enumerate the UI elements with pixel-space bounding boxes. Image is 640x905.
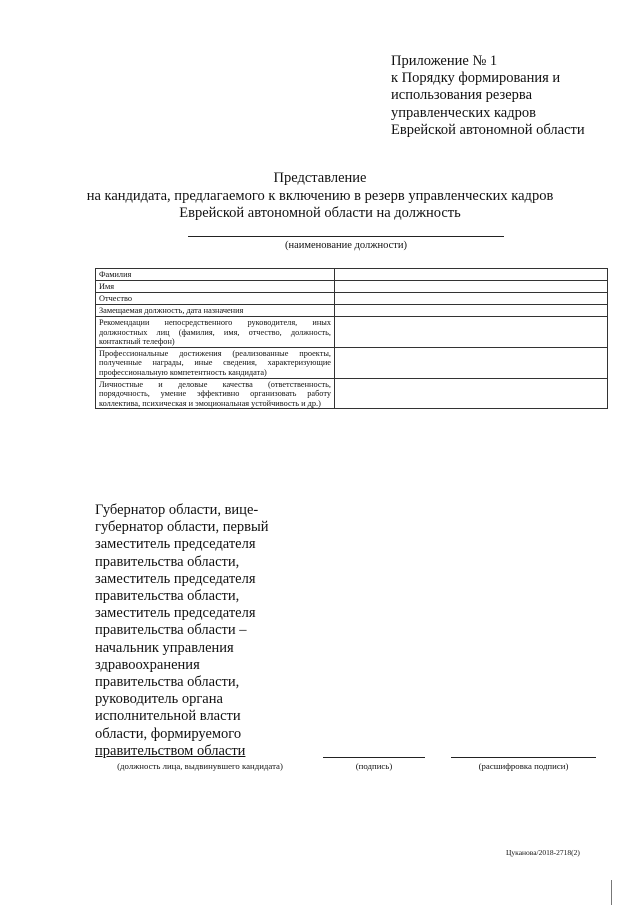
signer-position-block <box>95 502 295 760</box>
signer-line: губернатор области, первый <box>95 519 269 536</box>
row-value <box>335 378 608 409</box>
row-label: Рекомендации непосредственного руководителя, иных должностных лиц (фамилия, имя, отчество, должность, контактный телефон) <box>96 317 335 348</box>
appendix-line: использования резерва <box>391 87 533 104</box>
candidate-info-table <box>95 268 608 409</box>
signer-line: правительства области, <box>95 674 240 691</box>
row-value <box>335 293 608 305</box>
signer-line: правительства области, <box>95 588 240 605</box>
row-label: Личностные и деловые качества (ответственность, порядочность, умение эффективно организовать работу коллектива, психическая и эмоциональная устойчивость и др.) <box>96 378 335 409</box>
table-row <box>96 378 608 409</box>
row-label: Фамилия <box>96 269 335 281</box>
title-line: на кандидата, предлагаемого к включению в резерв управленческих кадров <box>86 187 554 204</box>
title-heading: Представление <box>273 170 367 186</box>
appendix-line: Приложение № 1 <box>391 53 498 69</box>
table-row <box>96 269 608 281</box>
appendix-line: Еврейской автономной области <box>391 121 585 138</box>
position-name-line <box>188 236 504 237</box>
appendix-header <box>391 53 585 139</box>
signature-line <box>323 757 425 758</box>
scan-edge-mark <box>611 880 612 905</box>
table-row <box>96 305 608 317</box>
signer-line: заместитель председателя <box>95 570 256 587</box>
row-label: Имя <box>96 281 335 293</box>
position-name-caption: (наименование должности) <box>284 240 408 251</box>
signer-line: начальник управления <box>95 639 234 656</box>
title-line: Еврейской автономной области на должность <box>179 205 461 221</box>
row-value <box>335 305 608 317</box>
signer-line: исполнительной власти <box>95 708 241 725</box>
signer-line: здравоохранения <box>95 656 200 673</box>
document-title <box>0 170 640 223</box>
table-row <box>96 347 608 378</box>
decoding-caption: (расшифровка подписи) <box>478 761 569 771</box>
position-caption: (должность лица, выдвинувшего кандидата) <box>117 761 283 771</box>
signer-line: руководитель органа <box>95 691 223 708</box>
signer-line: области, формируемого <box>95 725 242 742</box>
row-label: Отчество <box>96 293 335 305</box>
row-label: Профессиональные достижения (реализованные проекты, полученные награды, иные сведения, характеризующие профессиональную компетентность кандидата) <box>96 347 335 378</box>
row-label: Замещаемая должность, дата назначения <box>96 305 335 317</box>
table-row <box>96 293 608 305</box>
document-code: Цуканова/2018-2718(2) <box>506 848 580 857</box>
signature-decoding-line <box>451 757 596 758</box>
row-value <box>335 281 608 293</box>
signature-caption: (подпись) <box>355 761 393 771</box>
appendix-line: к Порядку формирования и <box>391 70 561 87</box>
table-row <box>96 317 608 348</box>
signer-line: правительством области <box>95 742 246 759</box>
row-value <box>335 347 608 378</box>
signer-line: заместитель председателя <box>95 536 256 553</box>
signer-line: заместитель председателя <box>95 605 256 622</box>
signer-line: правительства области, <box>95 553 240 570</box>
signer-line: Губернатор области, вице- <box>95 502 259 518</box>
table-row <box>96 281 608 293</box>
signer-line: правительства области – <box>95 622 247 639</box>
appendix-line: управленческих кадров <box>391 104 536 121</box>
row-value <box>335 269 608 281</box>
row-value <box>335 317 608 348</box>
